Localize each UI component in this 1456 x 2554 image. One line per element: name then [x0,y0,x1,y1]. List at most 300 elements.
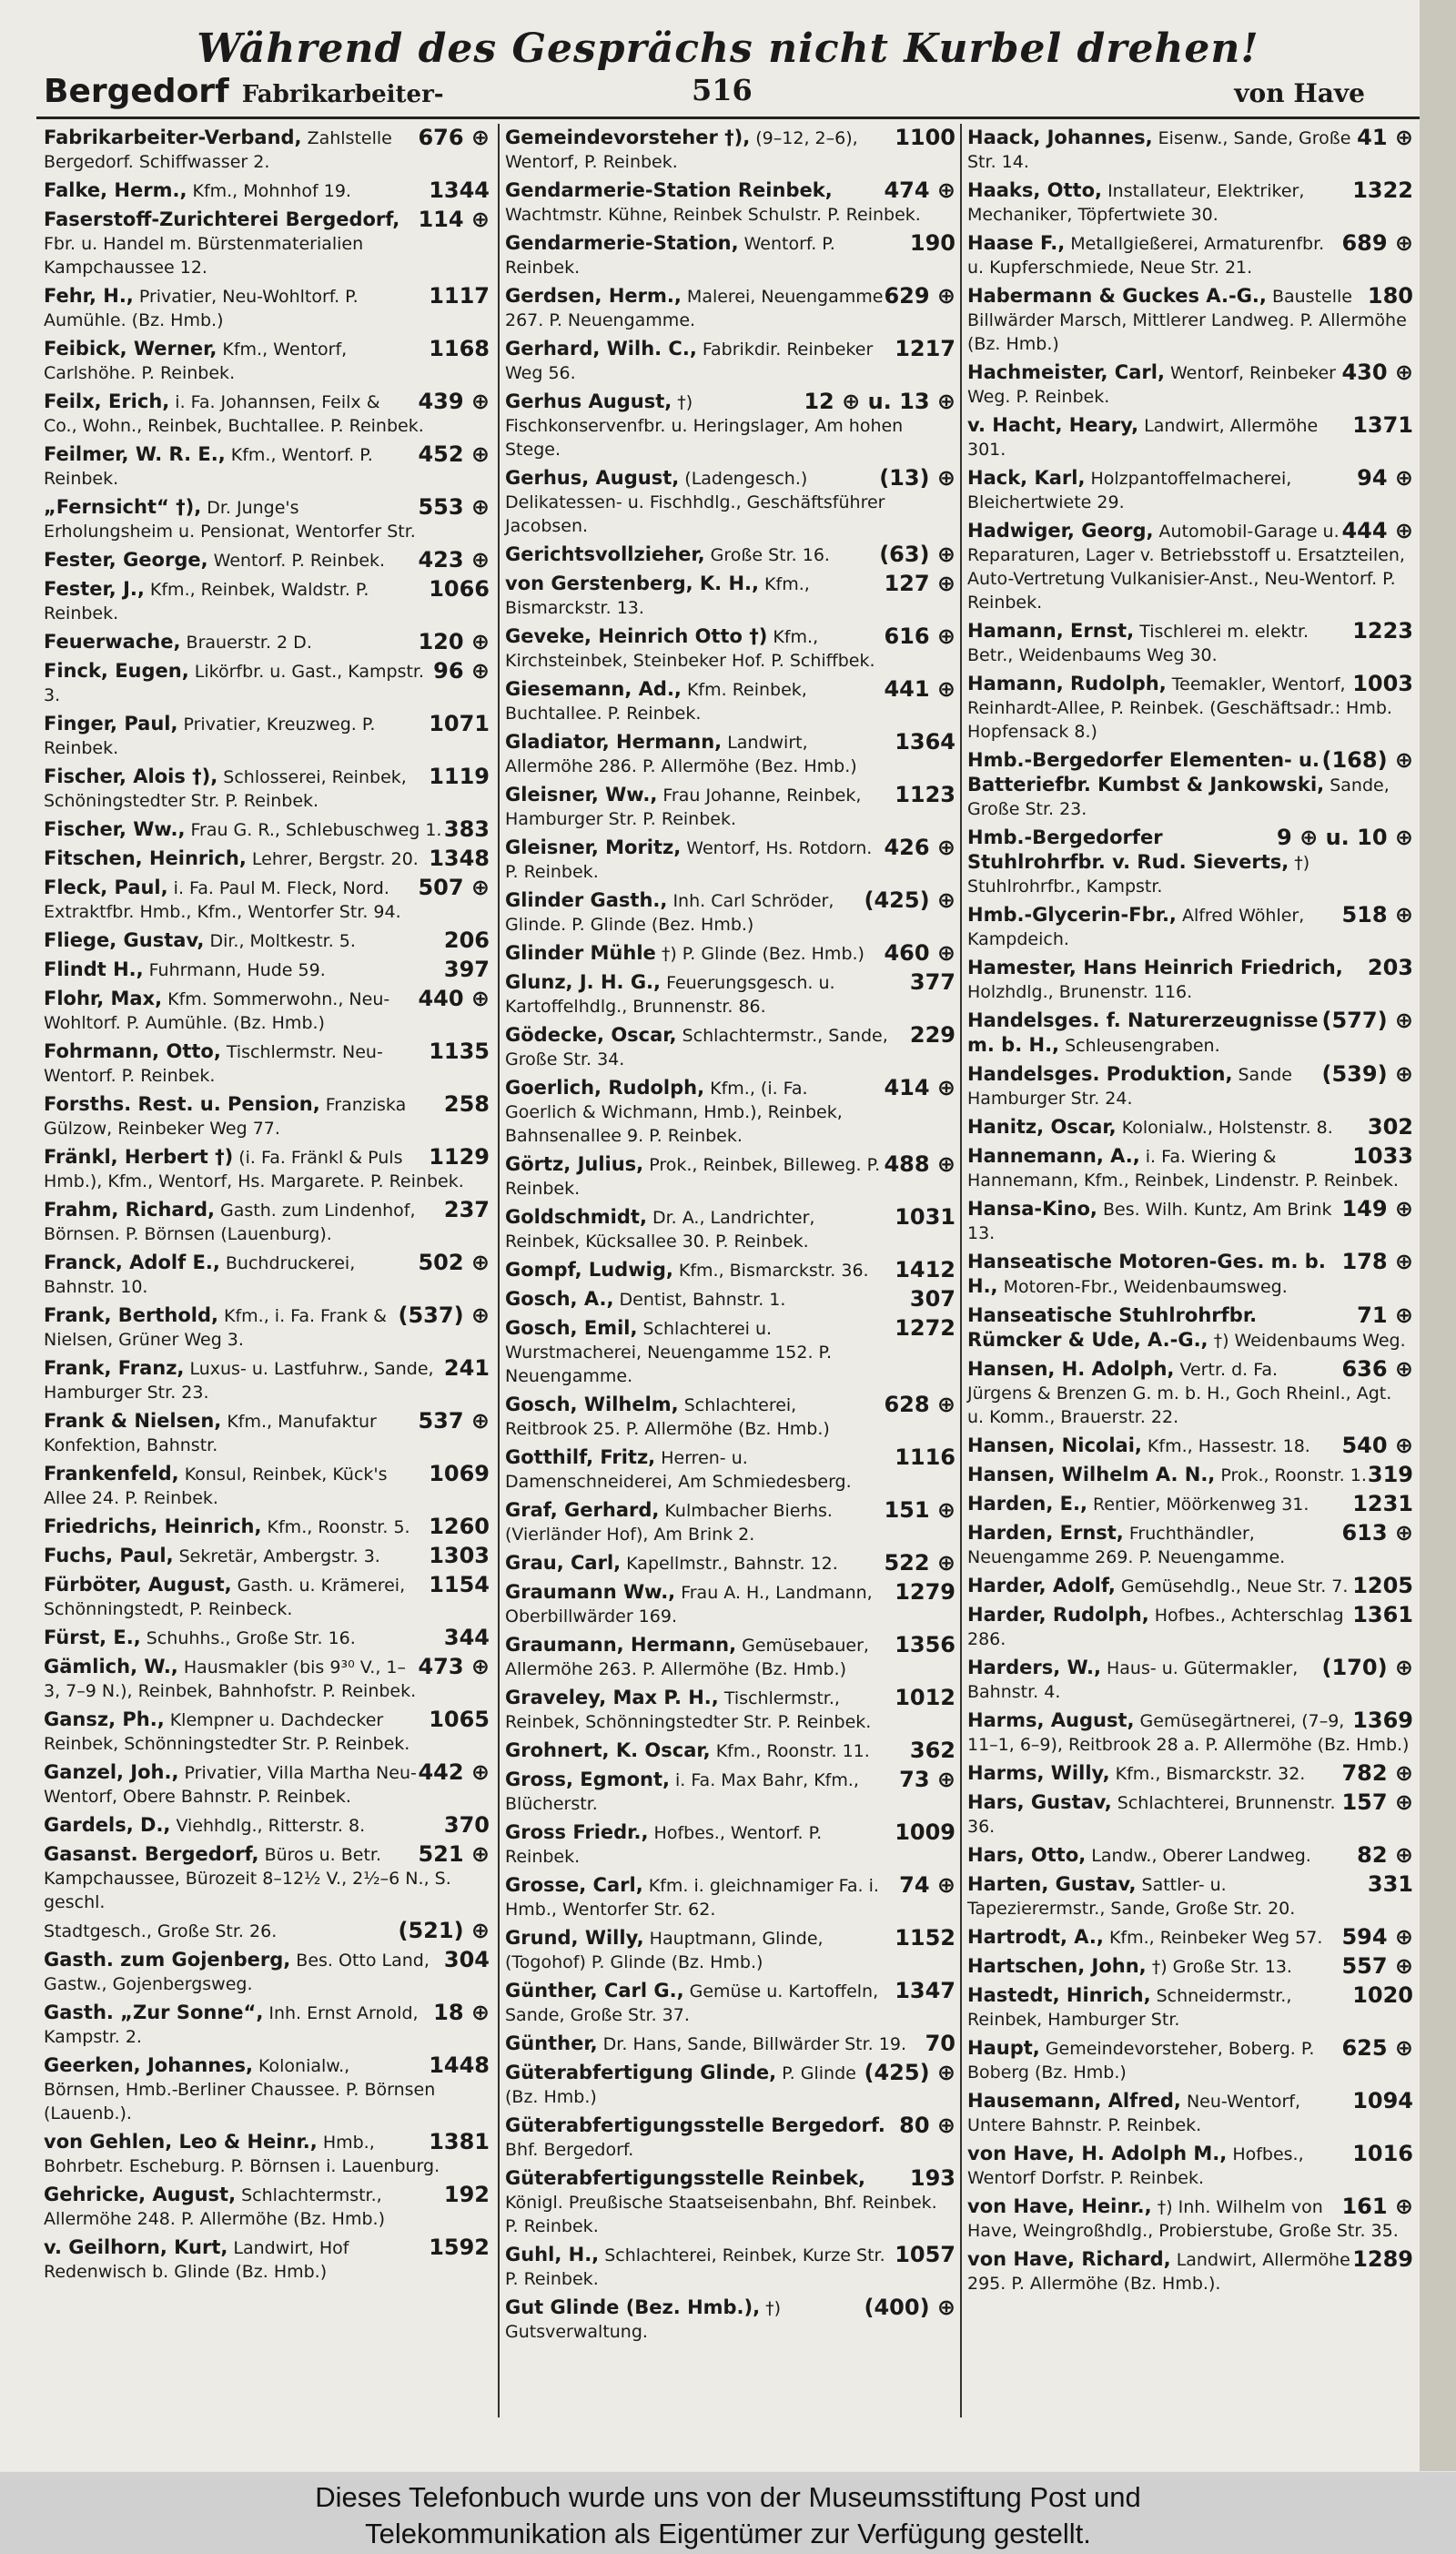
entry-name: Hartschen, John, [967,1955,1147,1977]
entry-detail: Brauerstr. 2 D. [186,633,312,653]
directory-entry [44,817,490,842]
entry-name: Fischer, Alois †), [44,765,218,787]
entry-detail: Hofbes., Wentorf. P. Reinbek. [505,1823,823,1867]
entry-detail: Tischlerei m. elektr. Betr., Weidenbaums Weg 30. [967,622,1309,665]
entry-detail: Hofbes., Wentorf Dorfstr. P. Reinbek. [967,2144,1304,2188]
directory-entry [44,2183,490,2231]
entry-detail: Schneidermstr., Reinbek, Hamburger Str. [967,1986,1292,2030]
directory-entry [505,284,956,332]
entry-phone: 362 [909,1738,956,1763]
entry-name: Gross, Egmont, [505,1769,670,1790]
entry-name: Frahm, Richard, [44,1199,215,1221]
entry-detail: Sekretär, Ambergstr. 3. [178,1546,380,1566]
entry-name: Guhl, H., [505,2244,600,2265]
entry-phone: (537) ⊕ [398,1302,490,1328]
directory-entry [967,1357,1413,1429]
entry-phone: 377 [909,969,956,995]
entry-phone: 1279 [895,1579,956,1605]
entry-detail: Zahlstelle Bergedorf. Schiffwasser 2. [44,128,392,172]
entry-phone: 1117 [429,283,490,309]
directory-entry [44,390,490,438]
directory-entry [44,1842,490,1914]
header-left-title: Bergedorf [44,73,229,110]
directory-entry [967,519,1413,614]
directory-entry [505,1633,956,1681]
entry-phone: 1260 [429,1514,490,1539]
entry-detail: Fruchthändler, Neuengamme 269. P. Neuengamme. [967,1524,1286,1567]
entry-name: Finck, Eugen, [44,660,189,682]
entry-name: Hars, Gustav, [967,1791,1112,1813]
entry-detail: Frau G. R., Schlebuschweg 1. [190,820,442,840]
entry-phone: 1448 [429,2052,490,2078]
entry-name: von Gerstenberg, K. H., [505,573,759,594]
entry-detail: Stadtgesch., Große Str. 26. [44,1921,278,1941]
entry-phone: 151 ⊕ [884,1497,956,1523]
directory-entry [44,1198,490,1246]
directory-entry [967,672,1413,744]
entry-name: v. Geilhorn, Kurt, [44,2236,228,2258]
directory-entry [967,826,1413,898]
entry-detail: Holzpantoffelmacherei, Bleichertwiete 29. [967,469,1292,512]
entry-detail: Kfm. Reinbek, Buchtallee. P. Reinbek. [505,680,807,724]
entry-detail: Frau Johanne, Reinbek, Hamburger Str. P. Reinbek. [505,785,862,829]
entry-detail: Installateur, Elektriker, Mechaniker, Töpfertwiete 30. [967,181,1305,225]
directory-entry [967,1062,1413,1110]
entry-name: Gerhus, August, [505,467,680,489]
directory-entry [967,748,1413,821]
header-right-title: von Have [1234,78,1365,108]
entry-detail: Wentorf. P. Reinbek. [505,234,835,278]
entry-name: Fehr, H., [44,285,134,307]
directory-entry [44,630,490,654]
entry-name: Fränkl, Herbert †) [44,1146,234,1168]
entry-detail: Feuerungsgesch. u. Kartoffelhdlg., Brunnenstr. 86. [505,973,835,1017]
entry-name: Glinder Gasth., [505,889,668,911]
entry-phone: 1272 [895,1315,956,1341]
entry-phone: 41 ⊕ [1357,125,1413,150]
entry-phone: 1303 [429,1543,490,1568]
entry-detail: Privatier, Villa Martha Neu-Wentorf, Obere Bahnstr. P. Reinbek. [44,1763,417,1807]
entry-detail: †) Große Str. 13. [1151,1957,1292,1977]
column-divider [498,124,500,2417]
entry-name: Fürböter, August, [44,1574,232,1596]
entry-name: Hadwiger, Georg, [967,520,1154,542]
directory-entry [967,1708,1413,1757]
directory-entry [44,1813,490,1838]
entry-detail: Kolonialw., Holstenstr. 8. [1121,1118,1333,1138]
directory-entry [44,1092,490,1140]
directory-entry [44,2053,490,2125]
entry-phone: 444 ⊕ [1341,518,1413,543]
directory-entry [505,2166,956,2238]
entry-name: Fischer, Ww., [44,818,186,840]
entry-phone: 689 ⊕ [1341,230,1413,256]
directory-entry [967,413,1413,461]
directory-entry [44,1626,490,1650]
entry-name: Hansen, Wilhelm A. N., [967,1464,1216,1485]
entry-phone: 557 ⊕ [1341,1953,1413,1979]
entry-phone: 180 [1367,283,1413,309]
entry-phone: 1231 [1352,1491,1413,1516]
entry-phone: 430 ⊕ [1341,360,1413,385]
entry-phone: 178 ⊕ [1341,1249,1413,1274]
entry-detail: Kfm., Reinbeker Weg 57. [1108,1928,1323,1948]
entry-phone: 1135 [429,1039,490,1064]
entry-phone: 206 [443,927,490,953]
entry-detail: Baustelle Billwärder Marsch, Mittlerer Landweg. P. Allermöhe (Bz. Hmb.) [967,287,1407,354]
entry-detail: Dr. Hans, Sande, Billwärder Str. 19. [602,2034,906,2054]
directory-entry [967,1115,1413,1140]
entry-detail: Kfm., Wentorf, Carlshöhe. P. Reinbek. [44,340,348,383]
directory-entry [967,284,1413,356]
entry-phone: (521) ⊕ [398,1918,490,1943]
entry-detail: Prok., Reinbek, Billeweg. P. Reinbek. [505,1155,881,1199]
directory-entry [967,1250,1413,1299]
entry-phone: (170) ⊕ [1321,1655,1413,1680]
entry-detail: Sattler- u. Tapezierermstr., Sande, Große Str. 20. [967,1875,1296,1919]
entry-phone: 1071 [429,711,490,736]
entry-phone: 1371 [1352,412,1413,438]
entry-detail: Landw., Oberer Landweg. [1091,1846,1311,1866]
entry-name: Hamester, Hans Heinrich Friedrich, [967,957,1343,978]
entry-detail: †) Fischkonservenfbr. u. Heringslager, Am hohen Stege. [505,392,904,460]
directory-entry [505,941,956,966]
entry-name: Handelsges. Produktion, [967,1063,1233,1085]
entry-phone: 1154 [429,1572,490,1597]
entry-detail: Alfred Wöhler, Kampdeich. [967,906,1305,949]
entry-phone: 1094 [1352,2088,1413,2113]
entry-phone: 344 [443,1625,490,1650]
entry-phone: 12 ⊕ u. 13 ⊕ [804,389,956,414]
entry-name: Grau, Carl, [505,1552,622,1574]
header-rule [36,117,1420,119]
entry-name: Hachmeister, Carl, [967,361,1165,383]
directory-entry [505,1393,956,1441]
entry-name: Gerichtsvollzieher, [505,543,705,565]
entry-name: Faserstoff-Zurichterei Bergedorf, [44,208,400,230]
entry-phone: 304 [443,1947,490,1972]
entry-phone: 237 [443,1197,490,1222]
directory-entry [505,2296,956,2344]
directory-entry [505,390,956,461]
directory-entry [44,1544,490,1568]
entry-name: Fliege, Gustav, [44,929,205,951]
entry-name: Harder, Rudolph, [967,1604,1149,1626]
entry-name: Hamann, Ernst, [967,620,1135,642]
entry-phone: 1119 [429,764,490,789]
entry-name: Harder, Adolf, [967,1575,1116,1596]
entry-phone: 1592 [429,2235,490,2260]
entry-detail: Landwirt, Allermöhe 301. [967,416,1319,460]
directory-entry [967,1144,1413,1192]
directory-entry [44,846,490,871]
entry-name: Friedrichs, Heinrich, [44,1515,262,1537]
entry-detail: Bes. Wilh. Kuntz, Am Brink 13. [967,1200,1332,1243]
directory-entry [44,659,490,707]
entry-detail: Kfm., (i. Fa. Goerlich & Wichmann, Hmb.), Reinbek, Bahnsenallee 9. P. Reinbek. [505,1079,843,1146]
entry-detail: Privatier, Kreuzweg. P. Reinbek. [44,715,376,758]
entry-detail: i. Fa. Paul M. Fleck, Nord. Extraktfbr. Hmb., Kfm., Wentorfer Str. 94. [44,878,401,922]
entry-name: Fleck, Paul, [44,877,168,898]
column-divider [960,124,962,2417]
directory-entry [44,1919,490,1943]
directory-entry [44,987,490,1035]
entry-phone: 94 ⊕ [1357,465,1413,491]
entry-phone: 460 ⊕ [884,940,956,966]
entry-phone: 1033 [1352,1143,1413,1169]
directory-entry [505,1205,956,1253]
entry-name: Giesemann, Ad., [505,678,682,700]
directory-entry [44,1655,490,1703]
entry-name: Hmb.-Bergedorfer Elementen- u. Batteriefbr. Kumbst & Jankowski, [967,749,1325,796]
directory-entry [505,783,956,831]
entry-phone: 120 ⊕ [418,629,490,654]
entry-name: Feilmer, W. R. E., [44,443,226,465]
directory-entry [44,442,490,491]
entry-phone: (13) ⊕ [879,465,956,491]
directory-entry [44,2235,490,2284]
entry-name: Geveke, Heinrich Otto †) [505,625,768,647]
directory-entry [967,619,1413,667]
entry-detail: Kfm., Bismarckstr. 32. [1115,1764,1306,1784]
entry-name: Hansen, H. Adolph, [967,1358,1175,1380]
directory-entry [967,178,1413,227]
entry-phone: 613 ⊕ [1341,1520,1413,1546]
directory-entry [505,178,956,227]
directory-entry [505,1768,956,1816]
entry-name: von Have, Heinr., [967,2195,1152,2217]
entry-name: Gehricke, August, [44,2184,237,2205]
directory-entry [505,970,956,1019]
entry-name: Franck, Adolf E., [44,1252,220,1273]
entry-detail: Privatier, Neu-Wohltorf. P. Aumühle. (Bz. Hmb.) [44,287,359,330]
entry-name: Haupt, [967,2037,1040,2059]
directory-entry [44,1573,490,1621]
entry-detail: Kfm., Wentorf. P. Reinbek. [44,445,373,489]
entry-detail: Tischlermstr., Reinbek, Schönningstedter Str. P. Reinbek. [505,1688,872,1732]
entry-name: Harms, Willy, [967,1762,1110,1784]
entry-name: Hamann, Rudolph, [967,673,1167,694]
entry-name: Gosch, Wilhelm, [505,1394,679,1415]
entry-phone: 441 ⊕ [884,676,956,702]
entry-name: von Gehlen, Leo & Heinr., [44,2131,318,2153]
directory-entry [44,548,490,573]
entry-phone: 1069 [429,1461,490,1486]
directory-entry [505,677,956,725]
directory-entry [44,2130,490,2178]
entry-phone: 73 ⊕ [899,1767,956,1792]
entry-detail: Hausmakler (bis 9³⁰ V., 1–3, 7–9 N.), Reinbek, Bahnhofstr. P. Reinbek. [44,1657,417,1701]
entry-detail: Kfm., i. Fa. Frank & Nielsen, Grüner Weg 3. [44,1306,387,1350]
entry-phone: 1020 [1352,1982,1413,2008]
entry-detail: †) Weidenbaums Weg. [1213,1331,1406,1351]
entry-detail: Kulmbacher Bierhs. (Vierländer Hof), Am Brink 2. [505,1501,833,1545]
directory-entry [44,2001,490,2049]
directory-entry [44,337,490,385]
entry-detail: Konsul, Reinbek, Kück's Allee 24. P. Reinbek. [44,1464,388,1508]
entry-name: Güterabfertigungsstelle Bergedorf. [505,2114,885,2136]
entry-phone: 127 ⊕ [884,571,956,596]
entry-detail: Schlachterei u. Wurstmacherei, Neuengamme 152. P. Neuengamme. [505,1319,833,1386]
entry-phone: 1322 [1352,177,1413,203]
entry-detail: Vertr. d. Fa. Jürgens & Brenzen G. m. b. H., Goch Rheinl., Agt. u. Komm., Brauerstr. 22. [967,1360,1392,1427]
entry-detail: †) Stuhlrohrfbr., Kampstr. [967,853,1310,897]
entry-phone: 1152 [895,1925,956,1951]
directory-entry [44,876,490,924]
column-1 [44,126,490,2288]
entry-name: Hanitz, Oscar, [967,1116,1117,1138]
entry-name: Glinder Mühle [505,942,656,964]
entry-detail: Hmb., Bohrbetr. Escheburg. P. Börnsen i. Lauenburg. [44,2133,440,2176]
entry-detail: Schlachterei, Reitbrook 25. P. Allermöhe (Bz. Hmb.) [505,1395,830,1439]
directory-entry [44,712,490,760]
entry-detail: Schlachtermstr., Sande, Große Str. 34. [505,1026,888,1069]
footer-line-2: Telekommunikation als Eigentümer zur Verfügung gestellt. [365,2518,1091,2549]
entry-detail: Fabrikdir. Reinbeker Weg 56. [505,340,874,383]
entry-name: Gemeindevorsteher †), [505,127,751,148]
entry-phone: 1057 [895,2242,956,2267]
entry-name: Hausemann, Alfred, [967,2090,1181,2112]
directory-entry [967,2036,1413,2084]
entry-detail: Tischlermstr. Neu-Wentorf. P. Reinbek. [44,1042,383,1086]
entry-name: Feuerwache, [44,631,181,653]
entry-detail: Hauptmann, Glinde, (Togohof) P. Glinde (Bz. Hmb.) [505,1929,824,1972]
entry-name: Hars, Otto, [967,1844,1087,1866]
entry-name: Hack, Karl, [967,467,1086,489]
entry-detail: (Ladengesch.) Delikatessen- u. Fischhdlg., Geschäftsführer Jacobsen. [505,469,885,536]
entry-detail: Hofbes., Achterschlag 286. [967,1606,1344,1649]
entry-phone: 473 ⊕ [418,1654,490,1679]
entry-phone: 1223 [1352,618,1413,644]
entry-name: Gerhard, Wilh. C., [505,338,697,360]
entry-detail: Malerei, Neuengamme 267. P. Neuengamme. [505,287,884,330]
entry-phone: 474 ⊕ [884,177,956,203]
directory-entry [505,2061,956,2109]
directory-entry [505,888,956,937]
entry-detail: Kfm. Sommerwohn., Neu-Wohltorf. P. Aumühle. (Bz. Hmb.) [44,989,390,1033]
entry-detail: Automobil-Garage u. Reparaturen, Lager v. Betriebsstoff u. Ersatzteilen, Auto-Vertretung Vulkanisier-Anst., Neu-Wentorf. P. Reinbek. [967,522,1405,613]
directory-entry [505,572,956,620]
directory-entry [44,577,490,625]
directory-entry [967,1603,1413,1651]
entry-detail: Neu-Wentorf, Untere Bahnstr. P. Reinbek. [967,2092,1300,2135]
directory-entry [967,1008,1413,1058]
directory-entry [44,958,490,982]
entry-detail: Große Str. 16. [710,545,830,565]
entry-phone: 1003 [1352,671,1413,696]
entry-detail: Motoren-Fbr., Weidenbaumsweg. [1003,1277,1288,1297]
entry-phone: 74 ⊕ [899,1872,956,1898]
entry-detail: Inh. Ernst Arnold, Kampstr. 2. [44,2003,419,2047]
entry-name: Goerlich, Rudolph, [505,1077,705,1099]
entry-phone: 553 ⊕ [418,494,490,520]
directory-entry [505,836,956,884]
directory-entry [505,466,956,538]
directory-entry [505,2113,956,2162]
entry-phone: 1347 [895,1978,956,2003]
entry-detail: Luxus- u. Lastfuhrw., Sande, Hamburger Str. 23. [44,1359,434,1403]
directory-entry [44,1760,490,1809]
entry-name: Gasth. zum Gojenberg, [44,1949,291,1971]
entry-detail: Sande, Große Str. 23. [967,775,1390,819]
entry-name: Finger, Paul, [44,713,178,735]
entry-name: Feibick, Werner, [44,338,217,360]
directory-entry [505,730,956,778]
directory-entry [44,1948,490,1996]
entry-phone: (400) ⊕ [864,2295,956,2320]
entry-phone: 1016 [1352,2141,1413,2166]
entry-detail: i. Fa. Max Bahr, Kfm., Blücherstr. [505,1770,859,1814]
entry-name: Hansen, Nicolai, [967,1434,1142,1456]
entry-name: Frank & Nielsen, [44,1410,222,1432]
entry-phone: 426 ⊕ [884,835,956,860]
footer [0,2472,1456,2554]
entry-detail: i. Fa. Wiering & Hannemann, Kfm., Reinbek, Lindenstr. P. Reinbek. [967,1147,1399,1191]
entry-name: Gerhus August, [505,390,672,412]
entry-name: Günther, Carl G., [505,1980,684,2002]
entry-phone: 161 ⊕ [1341,2194,1413,2219]
directory-entry [44,1409,490,1457]
entry-name: v. Hacht, Heary, [967,414,1139,436]
entry-detail: Kapellmstr., Bahnstr. 12. [626,1554,838,1574]
entry-detail: †) Gutsverwaltung. [505,2298,782,2342]
directory-entry [44,1251,490,1299]
directory-entry [44,495,490,543]
header-left [44,73,444,110]
entry-phone: 302 [1367,1114,1413,1140]
entry-detail: Kfm., Kirchsteinbek, Steinbeker Hof. P. Schiffbek. [505,627,875,671]
entry-phone: 636 ⊕ [1341,1356,1413,1382]
directory-entry [505,1258,956,1282]
entry-detail: Prok., Roonstr. 1. [1220,1465,1367,1485]
entry-detail: Gemeindevorsteher, Boberg. P. Boberg (Bz. Hmb.) [967,2039,1315,2083]
entry-phone: 676 ⊕ [418,125,490,150]
entry-name: Görtz, Julius, [505,1153,644,1175]
directory-entry [505,1580,956,1628]
entry-name: Feilx, Erich, [44,390,170,412]
entry-name: Haase F., [967,232,1066,254]
entry-detail: Holzhdlg., Brunenstr. 116. [967,982,1193,1002]
entry-detail: (9–12, 2–6), Wentorf, P. Reinbek. [505,128,858,172]
entry-phone: 70 [925,2031,956,2056]
directory-entry [505,337,956,385]
directory-entry [505,2032,956,2056]
directory-entry [967,1656,1413,1704]
entry-name: Flohr, Max, [44,988,163,1009]
entry-phone: 114 ⊕ [418,207,490,232]
entry-detail: Kfm., Roonstr. 11. [715,1741,870,1761]
entry-name: Gendarmerie-Station, [505,232,739,254]
entry-name: Harden, Ernst, [967,1522,1124,1544]
warning-banner: Während des Gesprächs nicht Kurbel drehen! [197,25,1259,72]
entry-phone: 1116 [895,1444,956,1470]
entry-detail: Fbr. u. Handel m. Bürstenmaterialien Kampchaussee 12. [44,234,364,278]
page-number: 516 [692,73,753,107]
footer-line-1: Dieses Telefonbuch wurde uns von der Museumsstiftung Post und [315,2481,1141,2513]
entry-name: Fohrmann, Otto, [44,1040,221,1062]
entry-name: Hartrodt, A., [967,1926,1104,1948]
entry-phone: 1129 [429,1144,490,1170]
directory-entry [967,126,1413,174]
entry-phone: 96 ⊕ [433,658,490,684]
entry-name: Fester, J., [44,578,145,600]
entry-name: Gompf, Ludwig, [505,1259,673,1281]
entry-name: Graumann, Hermann, [505,1634,737,1656]
entry-phone: 383 [443,816,490,842]
column-2 [505,126,956,2348]
directory-entry [967,1574,1413,1598]
directory-entry [44,1462,490,1510]
